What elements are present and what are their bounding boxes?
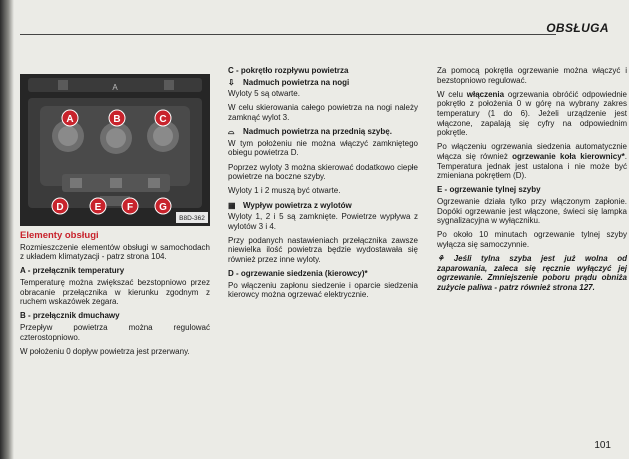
heading-c: C - pokrętło rozpływu powietrza xyxy=(228,66,349,75)
control-panel-photo xyxy=(20,74,210,226)
paragraph: W celu włączenia ogrzewania obróćić odpowiednie pokrętło z położenia 0 w górę na wybrany zakres temperatury (1 do 6). Jeżeli urządzenie jest włączone, zapalają się cyfry na odpowiednim pokrętle. xyxy=(437,89,628,138)
label-f: F xyxy=(126,202,134,213)
label-d: D xyxy=(56,202,64,213)
figure-code: B8D-362 xyxy=(179,215,205,222)
vent-icon: ▦ xyxy=(228,200,236,210)
paragraph: Po około 10 minutach ogrzewanie tylnej szyby wyłącza się samoczynnie. xyxy=(437,230,627,249)
subheading-text: Wypływ powietrza z wylotów xyxy=(243,200,352,210)
subheading-text: Nadmuch powietrza na nogi xyxy=(243,77,350,87)
heading-b: B - przełącznik dmuchawy xyxy=(20,311,120,321)
page-binding-edge xyxy=(0,0,14,459)
paragraph: Poprzez wyloty 3 można skierować dodatkowo ciepłe powietrze na boczne szyby. xyxy=(228,162,418,182)
eco-note-icon: ⚘ xyxy=(437,254,445,264)
label-a: A xyxy=(66,114,74,125)
heading-d: D - ogrzewanie siedzenia (kierowcy)* xyxy=(228,269,368,279)
windshield-defrost-icon: ⌓ xyxy=(228,127,235,137)
subheading-windshield xyxy=(228,127,418,137)
label-b: B xyxy=(113,114,121,125)
paragraph: Temperaturę można zwiększać bezstopniowo przez obracanie przełącznika w kierunku zgodnym z ruchem wskazówek zegara. xyxy=(20,277,210,307)
section-title: OBSŁUGA xyxy=(546,21,609,35)
paragraph: Rozmieszczenie elementów obsługi w samochodach z układem klimatyzacji - patrz strona 104. xyxy=(20,242,210,262)
paragraph: Przepływ powietrza można regulować czterostopniowo. xyxy=(20,322,210,342)
heading-a: A - przełącznik temperatury xyxy=(20,266,125,276)
column-middle xyxy=(228,66,418,305)
heading-controls: Elementy obsługi xyxy=(20,230,99,241)
photo-marker-a: A xyxy=(112,83,118,92)
paragraph: Wyloty 1 i 2 muszą być otwarte. xyxy=(228,186,341,196)
subheading-vents xyxy=(228,201,418,211)
subheading-text: Nadmuch powietrza na przednią szybę. xyxy=(243,127,392,137)
paragraph: Wyloty 5 są otwarte. xyxy=(228,89,300,99)
label-g: G xyxy=(159,202,167,213)
eco-note: ⚘ Jeśli tylna szyba jest już wolna od zaparowania, zaleca się ręcznie wyłączyć jej ogrzewanie. Zmniejszenie poboru prądu obniża zużycie paliwa - patrz również strona 127. xyxy=(437,254,627,292)
paragraph: W celu skierowania całego powietrza na nogi należy zamknąć wylot 3. xyxy=(228,103,418,122)
paragraph: Za pomocą pokrętła ogrzewanie można włączyć i bezstopniowo regulować. xyxy=(437,66,627,85)
label-c: C xyxy=(159,114,167,125)
column-left xyxy=(20,231,210,361)
column-right xyxy=(437,66,627,297)
header-rule xyxy=(20,34,556,35)
paragraph: W tym położeniu nie można włączyć zamkniętego obiegu powietrza D. xyxy=(228,138,418,158)
paragraph: Po włączeniu ogrzewania siedzenia automatycznie włącza się również ogrzewanie koła kierownicy*. Temperatura jednak jest ustalona i nie może być zmieniana pokrętłem (D). xyxy=(437,142,628,181)
heading-e: E - ogrzewanie tylnej szyby xyxy=(437,185,541,195)
label-e: E xyxy=(94,202,102,213)
subheading-feet xyxy=(228,78,418,88)
page-number: 101 xyxy=(594,440,611,451)
paragraph: Ogrzewanie działa tylko przy włączonym zapłonie. Dopóki ogrzewanie jest włączone, świeci się lampka sygnalizacyjna w wyłączniku. xyxy=(437,196,627,226)
paragraph: Wyloty 1, 2 i 5 są zamknięte. Powietrze wypływa z wylotów 3 i 4. xyxy=(228,212,418,231)
paragraph: W położeniu 0 dopływ powietrza jest przerwany. xyxy=(20,346,190,356)
paragraph: Po włączeniu zapłonu siedzenie i oparcie siedzenia kierowcy można ogrzewać elektrycznie. xyxy=(228,280,418,300)
feet-airflow-icon: ⇩ xyxy=(228,77,235,87)
paragraph: Przy podanych nastawieniach przełącznika zawsze niewielka ilość powietrza będzie wydostawała się również przez inne wyloty. xyxy=(228,235,418,265)
